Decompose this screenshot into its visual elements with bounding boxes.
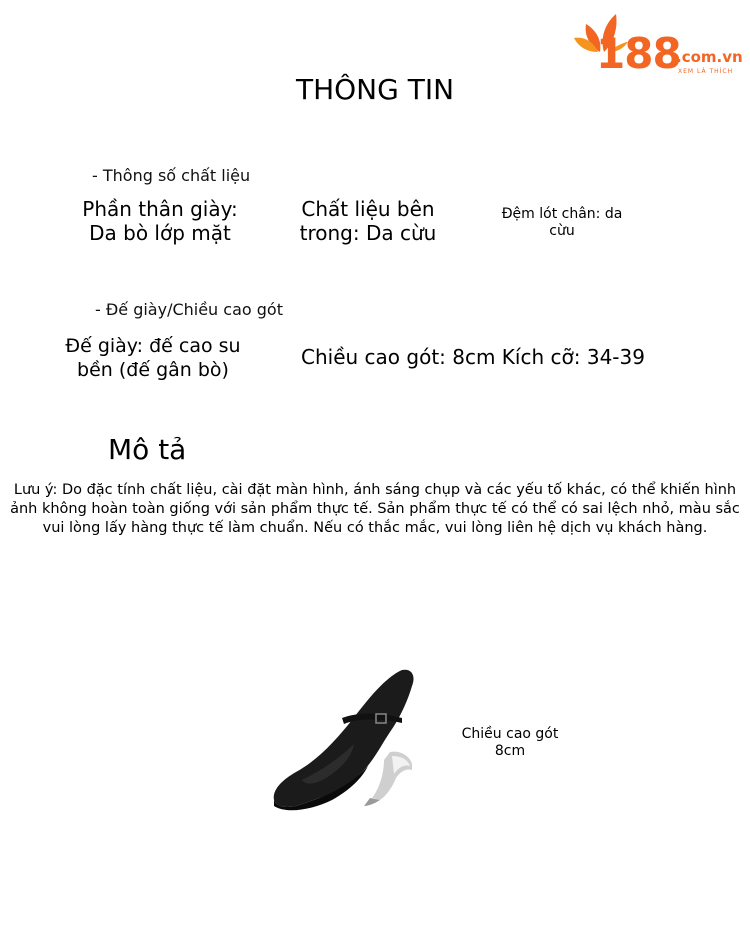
insole-material-line-2: cừu — [549, 223, 575, 239]
disclaimer-note — [10, 481, 740, 538]
disclaimer-line-1: Lưu ý: Do đặc tính chất liệu, cài đặt màn hình, ánh sáng chụp và các yếu tố khác, có thể khiến hình — [13, 482, 737, 498]
disclaimer-line-3: vui lòng lấy hàng thực tế làm chuẩn. Nếu có thắc mắc, vui lòng liên hệ dịch vụ khách hàng. — [42, 520, 708, 536]
heel-height-size: Chiều cao gót: 8cm Kích cỡ: 34-39 — [301, 345, 645, 369]
shoe-image — [262, 660, 432, 820]
logo-tagline: XEM LÀ THÍCH — [678, 68, 734, 75]
page-title: THÔNG TIN — [295, 73, 455, 106]
heel-caption — [452, 726, 568, 760]
upper-material — [60, 197, 260, 245]
insole-material-line-1: Đệm lót chân: da — [501, 206, 623, 222]
lining-material-line-2: trong: Da cừu — [299, 221, 437, 245]
disclaimer-line-2: ảnh không hoàn toàn giống với sản phẩm thực tế. Sản phẩm thực tế có thể có sai lệch nhỏ, màu sắc — [10, 501, 740, 517]
heel-caption-line-1: Chiều cao gót — [461, 726, 559, 742]
sole-material-line-2: bền (đế gân bò) — [77, 359, 229, 381]
lining-material — [268, 197, 468, 245]
sole-material-line-1: Đế giày: đế cao su — [65, 335, 241, 357]
logo-domain: .com.vn — [676, 48, 743, 66]
lining-material-line-1: Chất liệu bên — [301, 197, 435, 221]
material-section-label: - Thông số chất liệu — [92, 166, 251, 185]
upper-material-line-2: Da bò lớp mặt — [89, 221, 231, 245]
sole-section-label: - Đế giày/Chiều cao gót — [95, 300, 283, 319]
sole-material — [48, 334, 258, 382]
insole-material — [482, 206, 642, 240]
upper-material-line-1: Phần thân giày: — [82, 197, 238, 221]
logo-number: 188 — [596, 29, 681, 78]
heel-caption-line-2: 8cm — [494, 743, 526, 759]
description-heading: Mô tả — [108, 433, 187, 466]
